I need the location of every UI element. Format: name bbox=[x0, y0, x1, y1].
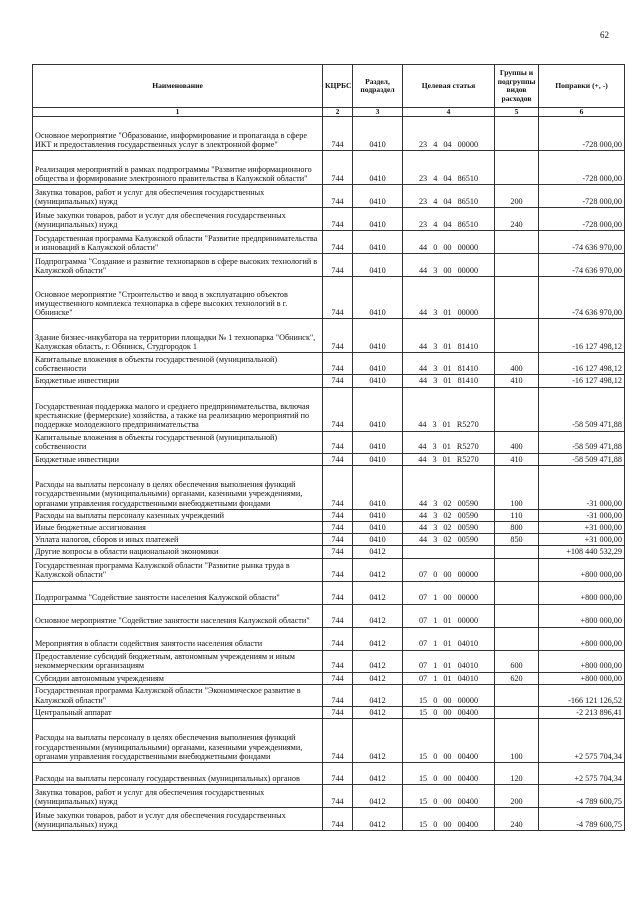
row-amount-cell: +800 000,00 bbox=[539, 627, 625, 650]
row-kcrbs-cell: 744 bbox=[323, 319, 353, 353]
row-name-cell: Основное мероприятие "Содействие занятости населения Калужской области" bbox=[33, 604, 323, 627]
row-expense-group-cell bbox=[495, 546, 539, 558]
table-row bbox=[33, 277, 625, 319]
table-row bbox=[33, 208, 625, 231]
table-row bbox=[33, 706, 625, 718]
row-amount-cell: -166 121 126,52 bbox=[539, 684, 625, 706]
row-amount-cell: -58 509 471,88 bbox=[539, 431, 625, 453]
row-name-cell: Капитальные вложения в объекты государственной (муниципальной) собственности bbox=[33, 431, 323, 453]
row-name-cell: Расходы на выплаты персоналу государственных (муниципальных) органов bbox=[33, 762, 323, 784]
row-amount-cell: -74 636 970,00 bbox=[539, 231, 625, 254]
row-target-article-cell: 44 3 01 81410 bbox=[403, 319, 495, 353]
row-kcrbs-cell: 744 bbox=[323, 465, 353, 509]
row-target-article-cell: 07 1 01 00000 bbox=[403, 604, 495, 627]
row-target-article-cell: 44 3 01 00000 bbox=[403, 277, 495, 319]
row-target-article-cell: 07 0 00 00000 bbox=[403, 558, 495, 581]
table-row bbox=[33, 558, 625, 581]
row-kcrbs-cell: 744 bbox=[323, 762, 353, 784]
row-amount-cell: -728 000,00 bbox=[539, 185, 625, 208]
column-header-kcrbs: КЦРБС bbox=[323, 65, 353, 108]
table-row bbox=[33, 784, 625, 807]
row-kcrbs-cell: 744 bbox=[323, 581, 353, 604]
row-expense-group-cell: 240 bbox=[495, 807, 539, 830]
row-name-cell: Расходы на выплаты персоналу в целях обеспечения выполнения функций государственными (муниципальными) органами, казенными учреждениями, органами управления государственными внебюджетными фондами bbox=[33, 718, 323, 762]
row-target-article-cell: 07 1 01 04010 bbox=[403, 627, 495, 650]
row-amount-cell: +800 000,00 bbox=[539, 604, 625, 627]
row-section-cell: 0410 bbox=[353, 319, 403, 353]
row-section-cell: 0412 bbox=[353, 672, 403, 684]
row-target-article-cell: 15 0 00 00400 bbox=[403, 706, 495, 718]
row-target-article-cell bbox=[403, 546, 495, 558]
row-name-cell: Реализация мероприятий в рамках подпрограммы "Развитие информационного общества и формирование электронного правительства в Калужской области" bbox=[33, 151, 323, 185]
row-section-cell: 0410 bbox=[353, 509, 403, 521]
row-section-cell: 0410 bbox=[353, 521, 403, 533]
table-row bbox=[33, 387, 625, 431]
column-number: 3 bbox=[353, 108, 403, 117]
row-kcrbs-cell: 744 bbox=[323, 534, 353, 546]
row-kcrbs-cell: 744 bbox=[323, 353, 353, 375]
row-expense-group-cell bbox=[495, 151, 539, 185]
row-section-cell: 0412 bbox=[353, 718, 403, 762]
row-expense-group-cell bbox=[495, 231, 539, 254]
row-kcrbs-cell: 744 bbox=[323, 431, 353, 453]
row-target-article-cell: 07 1 01 04010 bbox=[403, 672, 495, 684]
table-row bbox=[33, 684, 625, 706]
row-section-cell: 0410 bbox=[353, 231, 403, 254]
row-expense-group-cell bbox=[495, 117, 539, 151]
row-name-cell: Субсидии автономным учреждениям bbox=[33, 672, 323, 684]
row-expense-group-cell: 620 bbox=[495, 672, 539, 684]
table-row bbox=[33, 534, 625, 546]
table-row bbox=[33, 509, 625, 521]
row-amount-cell: +108 440 532,29 bbox=[539, 546, 625, 558]
row-section-cell: 0412 bbox=[353, 650, 403, 672]
row-target-article-cell: 15 0 00 00400 bbox=[403, 718, 495, 762]
row-name-cell: Уплата налогов, сборов и иных платежей bbox=[33, 534, 323, 546]
row-kcrbs-cell: 744 bbox=[323, 117, 353, 151]
row-expense-group-cell: 850 bbox=[495, 534, 539, 546]
table-row bbox=[33, 546, 625, 558]
row-expense-group-cell: 240 bbox=[495, 208, 539, 231]
table-row bbox=[33, 254, 625, 277]
column-header-amendments: Поправки (+, -) bbox=[539, 65, 625, 108]
row-amount-cell: -74 636 970,00 bbox=[539, 277, 625, 319]
row-name-cell: Бюджетные инвестиции bbox=[33, 375, 323, 387]
row-kcrbs-cell: 744 bbox=[323, 546, 353, 558]
column-header-name: Наименование bbox=[33, 65, 323, 108]
row-name-cell: Иные закупки товаров, работ и услуг для обеспечения государственных (муниципальных) нужд bbox=[33, 208, 323, 231]
row-name-cell: Здание бизнес-инкубатора на территории площадки № 1 технопарка "Обнинск", Калужская область, г. Обнинск, Студгородок 1 bbox=[33, 319, 323, 353]
row-name-cell: Основное мероприятие "Образование, информирование и пропаганда в сфере ИКТ и предоставления государственных услуг в электронной форме" bbox=[33, 117, 323, 151]
row-name-cell: Другие вопросы в области национальной экономики bbox=[33, 546, 323, 558]
row-kcrbs-cell: 744 bbox=[323, 650, 353, 672]
row-expense-group-cell bbox=[495, 319, 539, 353]
row-target-article-cell: 15 0 00 00400 bbox=[403, 762, 495, 784]
table-row bbox=[33, 185, 625, 208]
table-row bbox=[33, 117, 625, 151]
row-expense-group-cell bbox=[495, 581, 539, 604]
row-section-cell: 0412 bbox=[353, 546, 403, 558]
row-section-cell: 0410 bbox=[353, 387, 403, 431]
row-section-cell: 0410 bbox=[353, 254, 403, 277]
row-kcrbs-cell: 744 bbox=[323, 684, 353, 706]
row-section-cell: 0412 bbox=[353, 558, 403, 581]
row-expense-group-cell: 100 bbox=[495, 718, 539, 762]
row-target-article-cell: 44 3 01 81410 bbox=[403, 375, 495, 387]
row-kcrbs-cell: 744 bbox=[323, 706, 353, 718]
table-row bbox=[33, 319, 625, 353]
row-expense-group-cell: 800 bbox=[495, 521, 539, 533]
row-kcrbs-cell: 744 bbox=[323, 185, 353, 208]
row-target-article-cell: 44 3 01 R5270 bbox=[403, 431, 495, 453]
row-name-cell: Предоставление субсидий бюджетным, автономным учреждениям и иным некоммерческим организациям bbox=[33, 650, 323, 672]
table-row bbox=[33, 581, 625, 604]
row-name-cell: Закупка товаров, работ и услуг для обеспечения государственных (муниципальных) нужд bbox=[33, 185, 323, 208]
row-expense-group-cell bbox=[495, 254, 539, 277]
table-row bbox=[33, 151, 625, 185]
row-section-cell: 0412 bbox=[353, 807, 403, 830]
row-amount-cell: -728 000,00 bbox=[539, 208, 625, 231]
row-expense-group-cell bbox=[495, 706, 539, 718]
row-amount-cell: -74 636 970,00 bbox=[539, 254, 625, 277]
row-kcrbs-cell: 744 bbox=[323, 277, 353, 319]
row-kcrbs-cell: 744 bbox=[323, 387, 353, 431]
row-target-article-cell: 07 1 01 04010 bbox=[403, 650, 495, 672]
column-number: 2 bbox=[323, 108, 353, 117]
table-row bbox=[33, 353, 625, 375]
row-target-article-cell: 44 3 01 R5270 bbox=[403, 387, 495, 431]
row-name-cell: Государственная программа Калужской области "Развитие рынка труда в Калужской области" bbox=[33, 558, 323, 581]
row-kcrbs-cell: 744 bbox=[323, 151, 353, 185]
row-name-cell: Подпрограмма "Создание и развитие технопарков в сфере высоких технологий в Калужской области" bbox=[33, 254, 323, 277]
row-kcrbs-cell: 744 bbox=[323, 807, 353, 830]
row-kcrbs-cell: 744 bbox=[323, 509, 353, 521]
row-target-article-cell: 23 4 04 86510 bbox=[403, 151, 495, 185]
row-amount-cell: +800 000,00 bbox=[539, 558, 625, 581]
row-name-cell: Государственная поддержка малого и среднего предпринимательства, включая крестьянские (фермерские) хозяйства, а также на реализацию мероприятий по поддержке молодежного предпринимательства bbox=[33, 387, 323, 431]
row-target-article-cell: 23 4 04 00000 bbox=[403, 117, 495, 151]
row-name-cell: Государственная программа Калужской области "Развитие предпринимательства и инноваций в Калужской области" bbox=[33, 231, 323, 254]
page-number: 62 bbox=[600, 30, 609, 40]
row-amount-cell: +800 000,00 bbox=[539, 650, 625, 672]
row-section-cell: 0412 bbox=[353, 762, 403, 784]
row-expense-group-cell: 100 bbox=[495, 465, 539, 509]
row-target-article-cell: 23 4 04 86510 bbox=[403, 185, 495, 208]
row-target-article-cell: 44 3 02 00590 bbox=[403, 521, 495, 533]
row-kcrbs-cell: 744 bbox=[323, 208, 353, 231]
row-amount-cell: +31 000,00 bbox=[539, 534, 625, 546]
row-section-cell: 0410 bbox=[353, 185, 403, 208]
row-amount-cell: -4 789 600,75 bbox=[539, 784, 625, 807]
row-target-article-cell: 07 1 00 00000 bbox=[403, 581, 495, 604]
row-section-cell: 0410 bbox=[353, 465, 403, 509]
row-section-cell: 0410 bbox=[353, 353, 403, 375]
column-number: 1 bbox=[33, 108, 323, 117]
row-expense-group-cell bbox=[495, 604, 539, 627]
budget-amendments-table bbox=[32, 64, 625, 831]
table-row bbox=[33, 375, 625, 387]
row-name-cell: Капитальные вложения в объекты государственной (муниципальной) собственности bbox=[33, 353, 323, 375]
row-kcrbs-cell: 744 bbox=[323, 521, 353, 533]
row-name-cell: Иные бюджетные ассигнования bbox=[33, 521, 323, 533]
table-row bbox=[33, 807, 625, 830]
row-expense-group-cell: 410 bbox=[495, 453, 539, 465]
row-target-article-cell: 15 0 00 00400 bbox=[403, 784, 495, 807]
row-kcrbs-cell: 744 bbox=[323, 453, 353, 465]
row-name-cell: Расходы на выплаты персоналу казенных учреждений bbox=[33, 509, 323, 521]
row-expense-group-cell bbox=[495, 387, 539, 431]
row-section-cell: 0412 bbox=[353, 784, 403, 807]
row-target-article-cell: 44 3 01 R5270 bbox=[403, 453, 495, 465]
row-section-cell: 0412 bbox=[353, 684, 403, 706]
row-name-cell: Закупка товаров, работ и услуг для обеспечения государственных (муниципальных) нужд bbox=[33, 784, 323, 807]
row-section-cell: 0412 bbox=[353, 581, 403, 604]
row-section-cell: 0410 bbox=[353, 117, 403, 151]
column-header-section: Раздел, подраздел bbox=[353, 65, 403, 108]
row-section-cell: 0410 bbox=[353, 431, 403, 453]
row-target-article-cell: 44 3 00 00000 bbox=[403, 254, 495, 277]
table-row bbox=[33, 718, 625, 762]
row-section-cell: 0410 bbox=[353, 208, 403, 231]
row-amount-cell: -31 000,00 bbox=[539, 509, 625, 521]
row-amount-cell: -2 213 896,41 bbox=[539, 706, 625, 718]
table-row bbox=[33, 762, 625, 784]
row-target-article-cell: 44 3 02 00590 bbox=[403, 465, 495, 509]
column-number: 5 bbox=[495, 108, 539, 117]
row-amount-cell: -16 127 498,12 bbox=[539, 319, 625, 353]
row-amount-cell: -31 000,00 bbox=[539, 465, 625, 509]
row-name-cell: Центральный аппарат bbox=[33, 706, 323, 718]
row-kcrbs-cell: 744 bbox=[323, 718, 353, 762]
row-expense-group-cell: 400 bbox=[495, 431, 539, 453]
row-target-article-cell: 44 0 00 00000 bbox=[403, 231, 495, 254]
row-name-cell: Иные закупки товаров, работ и услуг для обеспечения государственных (муниципальных) нужд bbox=[33, 807, 323, 830]
row-amount-cell: +800 000,00 bbox=[539, 581, 625, 604]
column-number: 4 bbox=[403, 108, 495, 117]
row-expense-group-cell: 410 bbox=[495, 375, 539, 387]
row-kcrbs-cell: 744 bbox=[323, 627, 353, 650]
column-number: 6 bbox=[539, 108, 625, 117]
row-amount-cell: +2 575 704,34 bbox=[539, 762, 625, 784]
table-row bbox=[33, 431, 625, 453]
row-kcrbs-cell: 744 bbox=[323, 254, 353, 277]
row-expense-group-cell bbox=[495, 277, 539, 319]
row-section-cell: 0412 bbox=[353, 706, 403, 718]
row-name-cell: Подпрограмма "Содействие занятости населения Калужской области" bbox=[33, 581, 323, 604]
table-row bbox=[33, 453, 625, 465]
row-section-cell: 0410 bbox=[353, 151, 403, 185]
row-section-cell: 0410 bbox=[353, 453, 403, 465]
row-expense-group-cell bbox=[495, 627, 539, 650]
row-name-cell: Основное мероприятие "Строительство и ввод в эксплуатацию объектов имущественного комплекса технопарка в сфере высоких технологий в г. Обнинске" bbox=[33, 277, 323, 319]
table-row bbox=[33, 604, 625, 627]
row-expense-group-cell: 200 bbox=[495, 784, 539, 807]
row-amount-cell: -16 127 498,12 bbox=[539, 375, 625, 387]
column-header-target-article: Целевая статья bbox=[403, 65, 495, 108]
row-expense-group-cell: 400 bbox=[495, 353, 539, 375]
row-amount-cell: +2 575 704,34 bbox=[539, 718, 625, 762]
row-kcrbs-cell: 744 bbox=[323, 604, 353, 627]
table-row bbox=[33, 650, 625, 672]
row-name-cell: Государственная программа Калужской области "Экономическое развитие в Калужской области" bbox=[33, 684, 323, 706]
row-kcrbs-cell: 744 bbox=[323, 558, 353, 581]
table-row bbox=[33, 672, 625, 684]
table-row bbox=[33, 521, 625, 533]
row-kcrbs-cell: 744 bbox=[323, 672, 353, 684]
row-kcrbs-cell: 744 bbox=[323, 375, 353, 387]
row-target-article-cell: 44 3 02 00590 bbox=[403, 509, 495, 521]
row-target-article-cell: 23 4 04 86510 bbox=[403, 208, 495, 231]
row-section-cell: 0412 bbox=[353, 604, 403, 627]
row-kcrbs-cell: 744 bbox=[323, 231, 353, 254]
row-amount-cell: +31 000,00 bbox=[539, 521, 625, 533]
column-header-expense-group: Группы и подгруппы видов расходов bbox=[495, 65, 539, 108]
row-expense-group-cell: 600 bbox=[495, 650, 539, 672]
row-section-cell: 0412 bbox=[353, 627, 403, 650]
table-row bbox=[33, 231, 625, 254]
table-row bbox=[33, 465, 625, 509]
row-expense-group-cell bbox=[495, 558, 539, 581]
row-section-cell: 0410 bbox=[353, 277, 403, 319]
row-expense-group-cell: 110 bbox=[495, 509, 539, 521]
row-amount-cell: -4 789 600,75 bbox=[539, 807, 625, 830]
row-target-article-cell: 44 3 01 81410 bbox=[403, 353, 495, 375]
row-expense-group-cell bbox=[495, 684, 539, 706]
row-expense-group-cell: 120 bbox=[495, 762, 539, 784]
row-kcrbs-cell: 744 bbox=[323, 784, 353, 807]
row-target-article-cell: 15 0 00 00400 bbox=[403, 807, 495, 830]
row-amount-cell: -58 509 471,88 bbox=[539, 387, 625, 431]
row-target-article-cell: 44 3 02 00590 bbox=[403, 534, 495, 546]
row-target-article-cell: 15 0 00 00000 bbox=[403, 684, 495, 706]
row-section-cell: 0410 bbox=[353, 375, 403, 387]
row-amount-cell: -58 509 471,88 bbox=[539, 453, 625, 465]
row-name-cell: Мероприятия в области содействия занятости населения области bbox=[33, 627, 323, 650]
row-expense-group-cell: 200 bbox=[495, 185, 539, 208]
table-row bbox=[33, 627, 625, 650]
row-amount-cell: -728 000,00 bbox=[539, 117, 625, 151]
row-amount-cell: +800 000,00 bbox=[539, 672, 625, 684]
row-amount-cell: -16 127 498,12 bbox=[539, 353, 625, 375]
row-section-cell: 0410 bbox=[353, 534, 403, 546]
row-name-cell: Бюджетные инвестиции bbox=[33, 453, 323, 465]
row-name-cell: Расходы на выплаты персоналу в целях обеспечения выполнения функций государственными (муниципальными) органами, казенными учреждениями, органами управления государственными внебюджетными фондами bbox=[33, 465, 323, 509]
row-amount-cell: -728 000,00 bbox=[539, 151, 625, 185]
